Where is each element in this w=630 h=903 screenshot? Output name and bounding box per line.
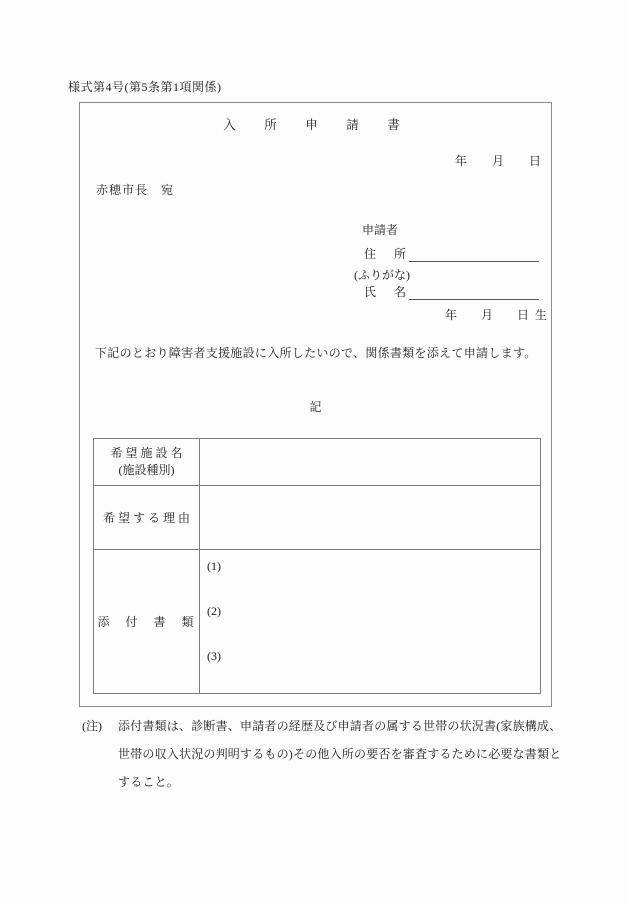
reason-row: [94, 486, 541, 550]
applicant-label: 申請者: [362, 223, 399, 237]
facility-name-label: 希 望 施 設 名: [110, 446, 183, 460]
birthdate-line: 年 月 日生: [445, 308, 554, 322]
facility-name-value-cell: [200, 439, 541, 486]
date-line: 年 月 日: [455, 154, 548, 168]
attachments-label: 添 付 書 類: [97, 615, 196, 629]
attachment-item-3: (3): [207, 649, 221, 663]
note-line-1: 添付書類は、診断書、申請者の経歴及び申請者の属する世帯の状況書(家族構成、: [118, 719, 562, 733]
attachments-label-cell: [94, 550, 200, 694]
application-form-box: [79, 102, 552, 707]
name-label: 氏 名: [364, 285, 410, 299]
name-fill-line: [409, 285, 539, 300]
facility-name-row: [94, 439, 541, 486]
form-number: 様式第4号(第5条第1項関係): [68, 80, 222, 94]
note-section: [82, 712, 562, 796]
address-field-row: [364, 245, 539, 262]
facility-name-label-cell: [94, 439, 200, 486]
note-label: (注): [82, 719, 102, 733]
name-field-row: [364, 283, 539, 300]
note-line-2: 世帯の収入状況の判明するもの)その他入所の要否を審査するために必要な書類と: [118, 747, 562, 761]
attachments-row: [94, 550, 541, 694]
request-table: [93, 438, 541, 694]
reason-label: 希 望 す る 理 由: [102, 511, 190, 525]
address-label: 住 所: [364, 247, 410, 261]
addressee: 赤穂市長 宛: [96, 183, 175, 197]
address-fill-line: [409, 247, 539, 262]
note-line-3: すること。: [118, 775, 180, 789]
facility-type-label: (施設種別): [118, 463, 175, 477]
attachments-value-cell: [200, 550, 541, 694]
record-heading: 記: [309, 400, 322, 414]
reason-label-cell: [94, 486, 200, 550]
note-lines: [118, 712, 562, 796]
attachment-item-1: (1): [207, 559, 221, 573]
form-title: 入 所 申 請 書: [223, 118, 408, 132]
reason-value-cell: [200, 486, 541, 550]
attachment-item-2: (2): [207, 604, 221, 618]
body-text: 下記のとおり障害者支援施設に入所したいので、関係書類を添えて申請します。: [95, 346, 537, 360]
furigana-label: (ふりがな): [354, 268, 410, 282]
